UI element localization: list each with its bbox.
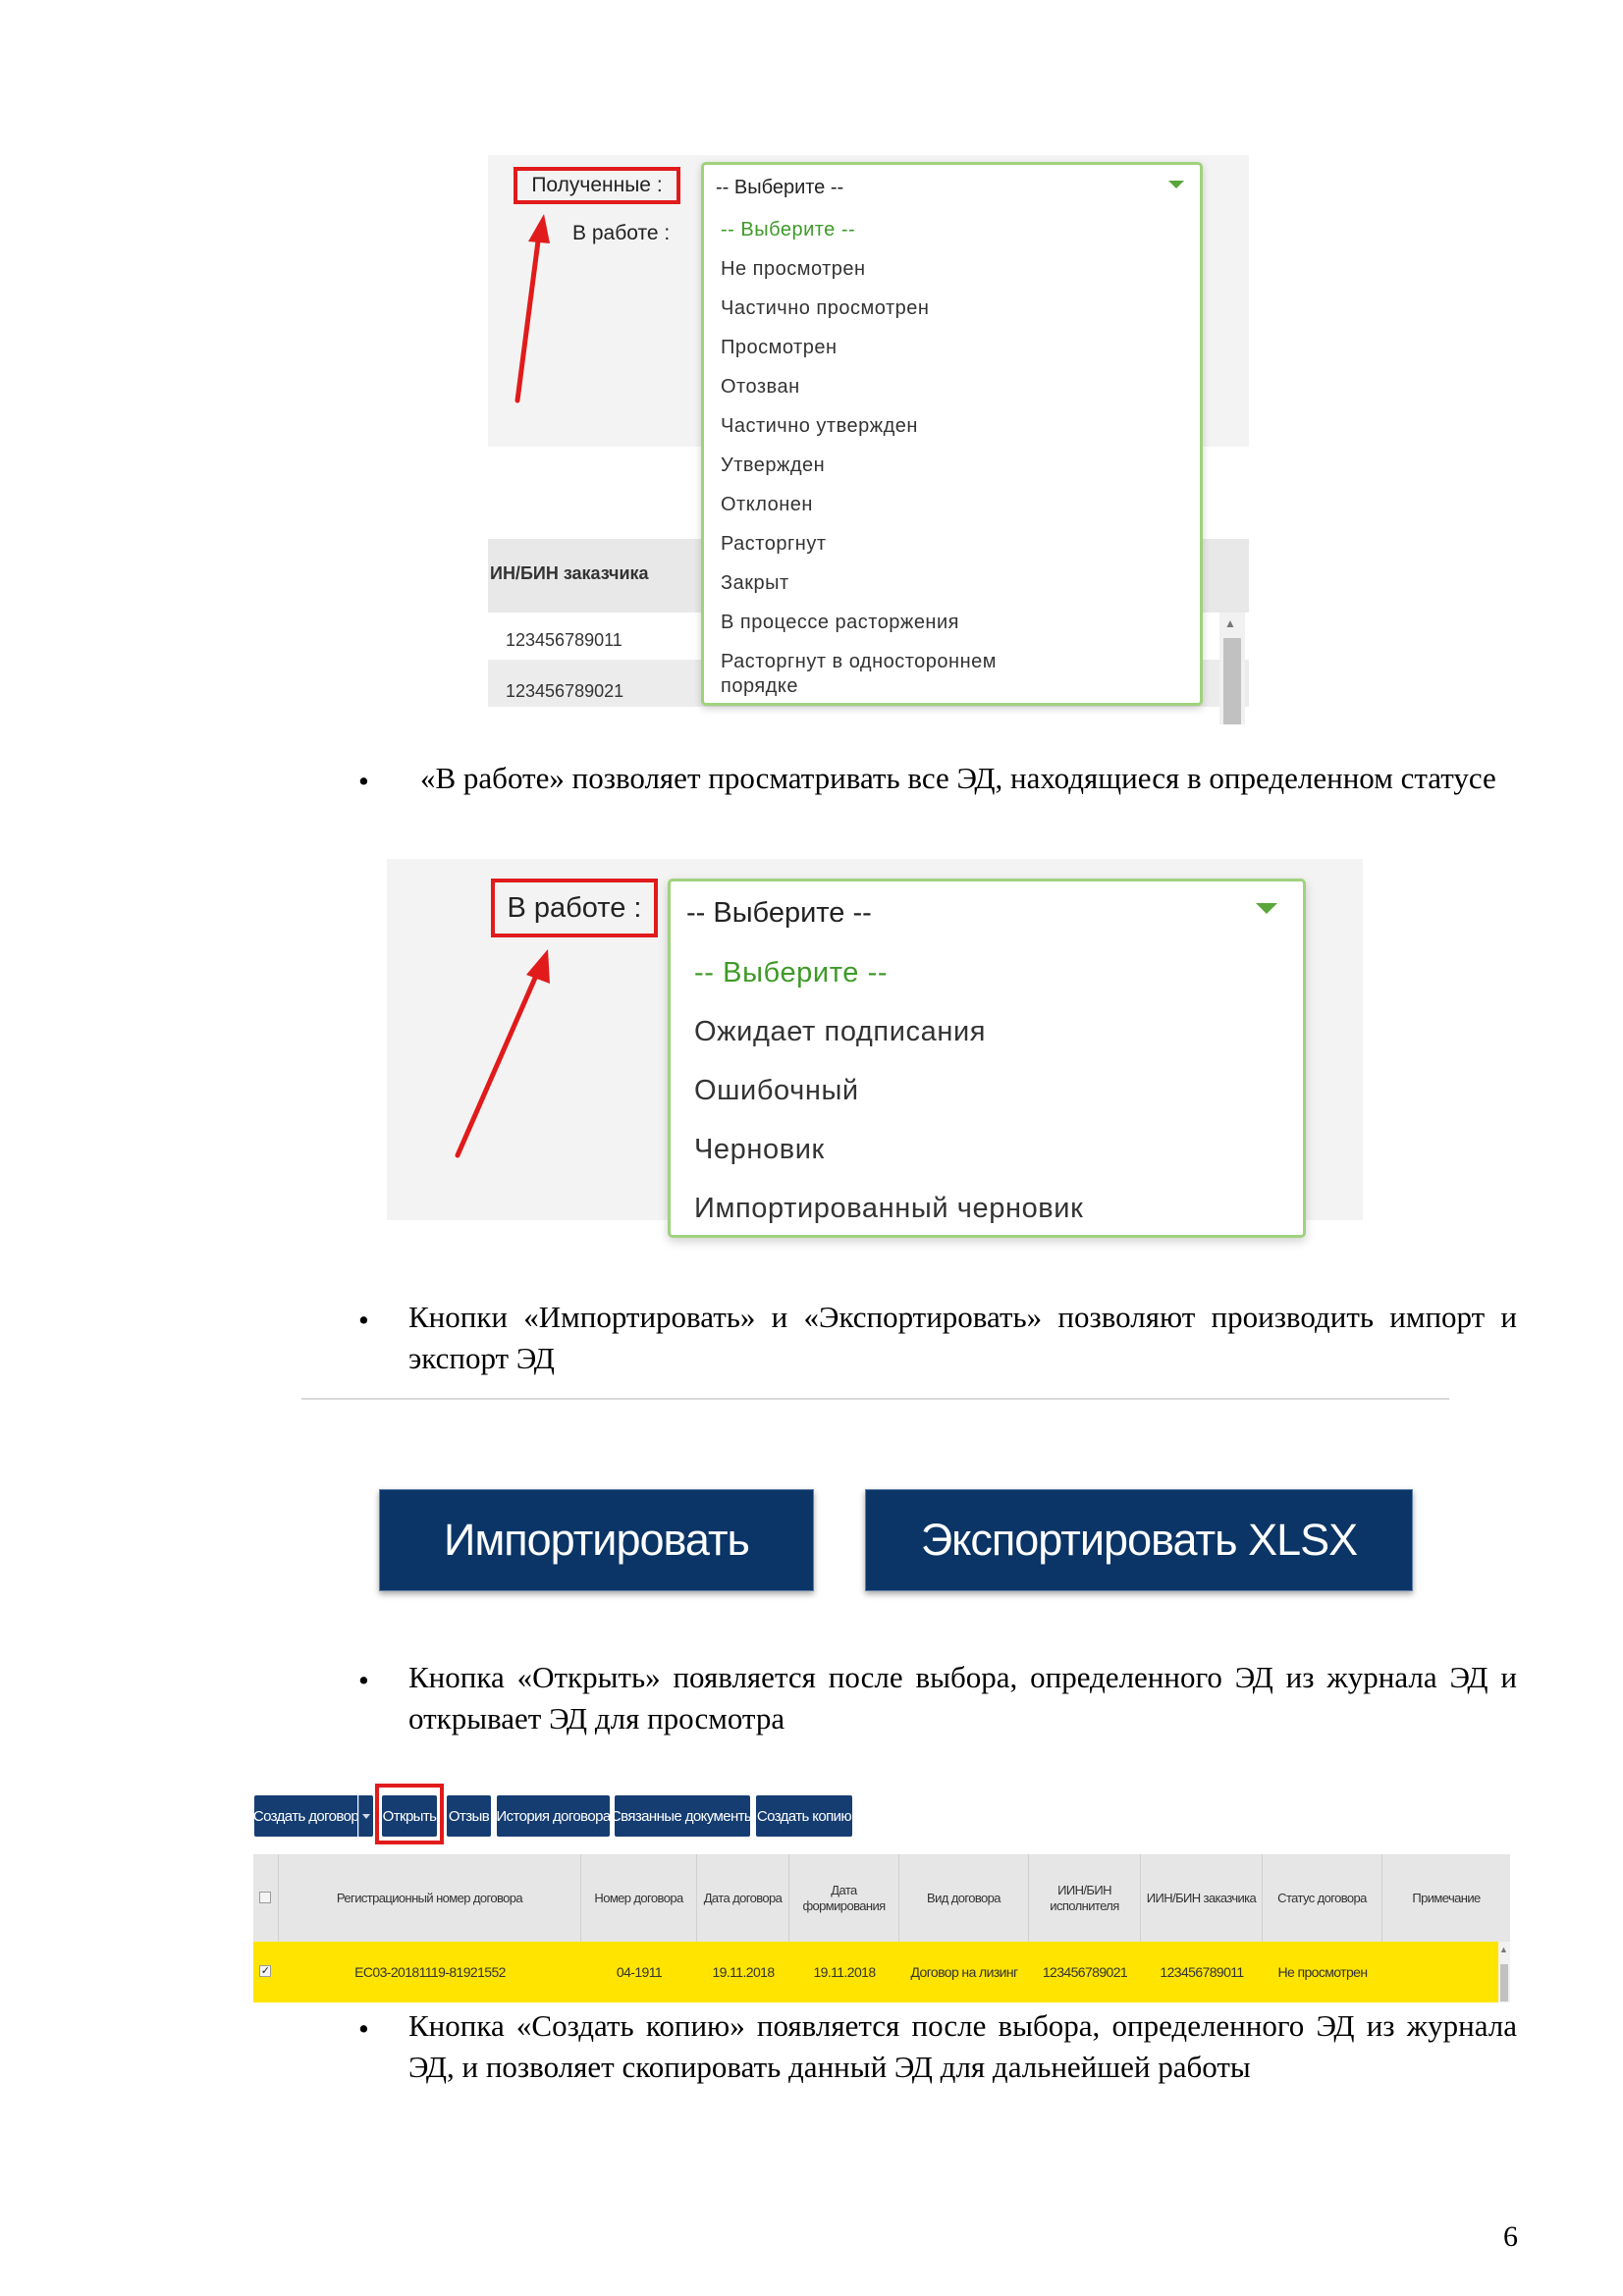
related-documents-button[interactable]: Связанные документы [615, 1795, 750, 1837]
bullet-text-in-work: «В работе» позволяет просматривать все ЭД, находящиеся в определенном статусе [420, 761, 1496, 795]
in-work-label: В работе : [507, 891, 642, 924]
row-checkbox[interactable]: ✓ [260, 1965, 270, 1977]
dropdown-option[interactable]: Черновик [694, 1134, 825, 1165]
create-contract-button[interactable]: Создать договор [254, 1795, 357, 1837]
create-contract-dropdown-button[interactable] [358, 1795, 373, 1837]
table-cell: 19.11.2018 [813, 1964, 876, 1980]
received-label: Полученные : [531, 174, 663, 196]
table-cell: 123456789021 [1042, 1964, 1128, 1980]
table-header [253, 1854, 1510, 1942]
column-header[interactable]: Регистрационный номер договора [279, 1854, 581, 1942]
chevron-down-icon[interactable] [1256, 903, 1277, 914]
bullet-text-open: Кнопка «Открыть» появляется после выбора, определенного ЭД из журнала ЭД и открывает ЭД для просмотра [408, 1660, 1517, 1735]
dropdown-options [704, 214, 1200, 705]
table-cell: ЕС03-20181119-81921552 [354, 1964, 506, 1980]
table-row-selected[interactable] [253, 1942, 1498, 2002]
column-header[interactable]: Примечание [1412, 1890, 1481, 1905]
page-number: 6 [1503, 2220, 1518, 2253]
dropdown-option[interactable]: Частично утвержден [721, 415, 918, 437]
contracts-table [253, 1854, 1510, 2005]
column-header[interactable]: Вид договора [899, 1854, 1029, 1942]
bullet-text-import-export: Кнопки «Импортировать» и «Экспортировать» позволяют производить импорт и экспорт ЭД [408, 1300, 1517, 1375]
scroll-up-icon[interactable]: ▲ [1224, 616, 1236, 630]
table-cell: Договор на лизинг [910, 1964, 1018, 1980]
bullet-text-copy: Кнопка «Создать копию» появляется после выбора, определенного ЭД из журнала ЭД, и позволяет скопировать данный ЭД для дальнейшей работы [408, 2008, 1517, 2084]
table-cell: 123456789011 [1160, 1964, 1244, 1980]
chevron-down-icon[interactable] [1168, 181, 1184, 188]
dropdown-option[interactable]: -- Выберите -- [721, 219, 856, 240]
export-xlsx-button[interactable]: Экспортировать XLSX [865, 1489, 1413, 1591]
bullet-marker: • [358, 2011, 369, 2046]
column-header[interactable]: Дата договора [697, 1854, 789, 1942]
table-cell [1382, 1942, 1498, 2002]
dropdown-option[interactable]: Отозван [721, 376, 800, 398]
bullet-marker: • [358, 1663, 369, 1697]
create-copy-button[interactable]: Создать копию [756, 1795, 852, 1837]
dropdown-option[interactable]: Утвержден [721, 454, 826, 476]
dropdown-option[interactable]: Ожидает подписания [694, 1016, 987, 1047]
table-cell: 19.11.2018 [712, 1964, 775, 1980]
table-cell: Не просмотрен [1277, 1964, 1368, 1980]
table-cell: 04-1911 [616, 1964, 663, 1980]
red-arrow-icon [387, 859, 672, 1220]
contract-history-button[interactable]: История договора [497, 1795, 610, 1837]
row-select-cell [253, 1942, 279, 2002]
dropdown-option[interactable]: Расторгнут [721, 533, 827, 555]
dropdown-option[interactable]: В процессе расторжения [721, 612, 959, 633]
dropdown-options [671, 948, 1303, 1243]
dropdown-option[interactable]: Отклонен [721, 494, 813, 515]
table-cell: 123456789011 [506, 630, 622, 650]
dropdown-option[interactable]: Расторгнут в одностороннем порядке [721, 651, 998, 697]
screenshot-received-dropdown [488, 155, 1249, 724]
open-button[interactable]: Открыть [382, 1795, 437, 1837]
dropdown-option[interactable]: Частично просмотрен [721, 297, 930, 319]
dropdown-value: -- Выберите -- [716, 177, 844, 198]
screenshot-in-work-dropdown [387, 859, 1363, 1224]
column-header[interactable]: ИИН/БИН заказчика [1141, 1854, 1263, 1942]
import-button[interactable]: Импортировать [379, 1489, 814, 1591]
column-header[interactable]: Номер договора [581, 1854, 697, 1942]
column-header[interactable]: ИИН/БИН исполнителя [1029, 1854, 1141, 1942]
dropdown-option[interactable]: Ошибочный [694, 1075, 859, 1106]
chevron-down-icon [362, 1814, 370, 1819]
divider [301, 1398, 1449, 1400]
dropdown-option[interactable]: Просмотрен [721, 337, 838, 358]
scrollbar-thumb[interactable] [1500, 1964, 1508, 2002]
dropdown-option[interactable]: -- Выберите -- [694, 957, 889, 988]
column-header[interactable]: Дата формирования [789, 1854, 899, 1942]
in-work-status-dropdown[interactable] [668, 879, 1306, 1238]
select-all-cell [253, 1854, 279, 1942]
bullet-marker: • [358, 764, 369, 798]
dropdown-option[interactable]: Закрыт [721, 572, 789, 594]
received-status-dropdown[interactable] [701, 162, 1203, 706]
table-cell: 123456789021 [506, 681, 624, 701]
dropdown-option[interactable]: Импортированный черновик [694, 1193, 1084, 1224]
bullet-marker: • [358, 1303, 369, 1337]
column-header[interactable]: Статус договора [1263, 1854, 1382, 1942]
dropdown-value: -- Выберите -- [686, 897, 872, 929]
scrollbar-thumb[interactable] [1223, 638, 1241, 724]
review-button[interactable]: Отзыв [447, 1795, 491, 1837]
select-all-checkbox[interactable] [259, 1892, 271, 1903]
dropdown-option[interactable]: Не просмотрен [721, 258, 866, 280]
column-header-customer-bin[interactable]: ИН/БИН заказчика [490, 563, 649, 583]
in-work-label: В работе : [572, 222, 671, 244]
scroll-up-icon[interactable]: ▲ [1499, 1945, 1508, 1954]
